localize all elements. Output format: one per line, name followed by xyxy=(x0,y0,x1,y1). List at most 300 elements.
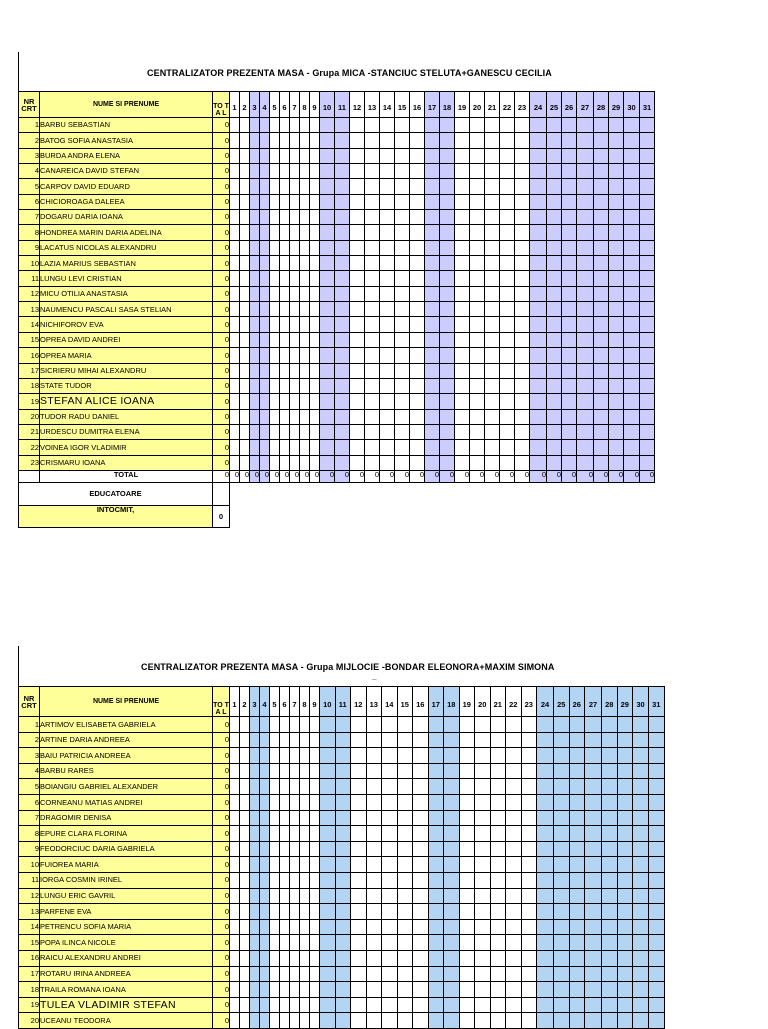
day-cell xyxy=(240,394,250,409)
day-cell xyxy=(382,950,398,966)
day-cell xyxy=(459,810,475,826)
day-total-value: 0 xyxy=(230,470,240,482)
day-cell xyxy=(270,210,280,225)
student-name: HONDREA MARIN DARIA ADELINA xyxy=(40,225,213,240)
student-total: 0 xyxy=(213,779,230,795)
day-cell xyxy=(240,794,250,810)
day-cell xyxy=(230,317,240,332)
day-total-value: 0 xyxy=(300,470,310,482)
day-cell xyxy=(365,363,380,378)
day-cell xyxy=(300,148,310,163)
day-cell xyxy=(395,148,410,163)
day-cell xyxy=(366,919,382,935)
day-cell xyxy=(290,966,300,982)
day-cell xyxy=(250,225,260,240)
day-cell xyxy=(320,225,335,240)
day-header-31: 31 xyxy=(649,687,665,717)
student-nr: 2 xyxy=(19,133,40,148)
day-cell xyxy=(554,888,570,904)
blank-cell xyxy=(290,505,300,527)
student-total: 0 xyxy=(213,225,230,240)
blank-cell xyxy=(410,505,425,527)
student-nr: 15 xyxy=(19,332,40,347)
student-name: LACATUS NICOLAS ALEXANDRU xyxy=(40,240,213,255)
day-cell xyxy=(413,904,429,920)
day-cell xyxy=(490,872,506,888)
day-cell xyxy=(425,424,440,439)
day-cell xyxy=(485,363,500,378)
day-cell xyxy=(490,763,506,779)
day-cell xyxy=(350,210,365,225)
day-cell xyxy=(475,997,491,1013)
day-cell xyxy=(335,455,350,470)
day-cell xyxy=(335,378,350,393)
blank-cell xyxy=(455,505,470,527)
day-cell xyxy=(633,872,649,888)
student-name: RAICU ALEXANDRU ANDREI xyxy=(40,950,213,966)
day-total-value: 0 xyxy=(320,470,335,482)
day-cell xyxy=(366,950,382,966)
day-cell xyxy=(530,455,547,470)
day-cell xyxy=(280,732,290,748)
day-total-value: 0 xyxy=(380,470,395,482)
day-header-15: 15 xyxy=(397,687,413,717)
day-cell xyxy=(350,148,365,163)
day-cell xyxy=(562,256,577,271)
day-cell xyxy=(547,317,562,332)
day-cell xyxy=(335,826,351,842)
blank-cell xyxy=(530,505,547,527)
day-cell xyxy=(569,794,585,810)
day-cell xyxy=(351,857,367,873)
day-cell xyxy=(300,982,310,998)
day-cell xyxy=(240,888,250,904)
day-cell xyxy=(624,164,640,179)
day-cell xyxy=(633,1013,649,1029)
student-name: STATE TUDOR xyxy=(40,378,213,393)
day-cell xyxy=(444,950,460,966)
day-cell xyxy=(577,286,594,301)
day-cell xyxy=(609,286,624,301)
student-nr: 9 xyxy=(19,240,40,255)
day-cell xyxy=(270,194,280,209)
day-cell xyxy=(300,935,310,951)
day-header-22: 22 xyxy=(500,92,515,118)
day-cell xyxy=(530,118,547,133)
day-cell xyxy=(577,348,594,363)
day-cell xyxy=(585,826,602,842)
blank-cell xyxy=(335,482,350,505)
day-cell xyxy=(594,332,609,347)
day-cell xyxy=(230,118,240,133)
day-cell xyxy=(335,194,350,209)
day-cell xyxy=(260,363,270,378)
day-cell xyxy=(260,424,270,439)
day-header-15: 15 xyxy=(395,92,410,118)
day-cell xyxy=(335,872,351,888)
day-cell xyxy=(290,1013,300,1029)
day-cell xyxy=(320,348,335,363)
day-cell xyxy=(649,732,665,748)
day-cell xyxy=(250,717,260,733)
day-cell xyxy=(569,841,585,857)
day-cell xyxy=(594,378,609,393)
day-cell xyxy=(250,394,260,409)
day-cell xyxy=(310,732,320,748)
day-cell xyxy=(300,732,310,748)
day-cell xyxy=(444,810,460,826)
day-cell xyxy=(240,997,250,1013)
day-cell xyxy=(335,888,351,904)
day-cell xyxy=(382,997,398,1013)
day-cell xyxy=(240,133,250,148)
blank-cell xyxy=(515,505,530,527)
day-cell xyxy=(320,982,336,998)
blank-cell xyxy=(500,505,515,527)
day-cell xyxy=(290,394,300,409)
day-cell xyxy=(537,841,554,857)
day-cell xyxy=(577,363,594,378)
day-cell xyxy=(260,256,270,271)
day-cell xyxy=(515,256,530,271)
day-total-value: 0 xyxy=(500,470,515,482)
day-cell xyxy=(624,302,640,317)
day-cell xyxy=(280,240,290,255)
day-cell xyxy=(624,271,640,286)
day-cell xyxy=(382,1013,398,1029)
day-cell xyxy=(444,935,460,951)
day-cell xyxy=(562,225,577,240)
day-cell xyxy=(594,164,609,179)
day-cell xyxy=(320,332,335,347)
day-cell xyxy=(485,348,500,363)
day-cell xyxy=(240,317,250,332)
day-cell xyxy=(310,935,320,951)
day-cell xyxy=(500,348,515,363)
day-cell xyxy=(470,148,485,163)
student-nr: 9 xyxy=(19,841,40,857)
student-row xyxy=(19,256,655,271)
day-header-12: 12 xyxy=(351,687,367,717)
day-cell xyxy=(270,286,280,301)
day-cell xyxy=(366,763,382,779)
day-cell xyxy=(602,857,618,873)
day-cell xyxy=(609,455,624,470)
day-cell xyxy=(547,148,562,163)
day-cell xyxy=(350,164,365,179)
day-cell xyxy=(335,179,350,194)
intocmit-value: 0 xyxy=(213,505,230,527)
day-cell xyxy=(455,409,470,424)
day-cell xyxy=(585,794,602,810)
day-cell xyxy=(270,394,280,409)
day-cell xyxy=(490,997,506,1013)
day-cell xyxy=(602,763,618,779)
day-cell xyxy=(310,317,320,332)
day-cell xyxy=(300,286,310,301)
blank-cell xyxy=(260,505,270,527)
day-cell xyxy=(490,1013,506,1029)
day-cell xyxy=(300,748,310,764)
blank-cell xyxy=(624,482,640,505)
day-cell xyxy=(537,950,554,966)
day-cell xyxy=(365,378,380,393)
day-cell xyxy=(320,950,336,966)
day-cell xyxy=(440,394,455,409)
day-cell xyxy=(250,763,260,779)
day-cell xyxy=(475,763,491,779)
day-cell xyxy=(290,717,300,733)
blank-cell xyxy=(365,482,380,505)
day-cell xyxy=(500,394,515,409)
day-cell xyxy=(410,118,425,133)
day-cell xyxy=(521,841,537,857)
day-cell xyxy=(280,982,290,998)
student-row xyxy=(19,271,655,286)
day-cell xyxy=(335,440,350,455)
day-cell xyxy=(382,717,398,733)
student-total: 0 xyxy=(213,194,230,209)
day-cell xyxy=(270,966,280,982)
day-cell xyxy=(413,935,429,951)
day-cell xyxy=(569,888,585,904)
day-cell xyxy=(230,826,240,842)
day-cell xyxy=(547,179,562,194)
day-cell xyxy=(397,857,413,873)
day-cell xyxy=(280,1013,290,1029)
total-label: TOTAL xyxy=(40,470,213,482)
student-total: 0 xyxy=(213,394,230,409)
day-cell xyxy=(428,717,444,733)
day-cell xyxy=(260,118,270,133)
day-cell xyxy=(250,794,260,810)
day-cell xyxy=(260,210,270,225)
day-cell xyxy=(425,440,440,455)
day-cell xyxy=(260,378,270,393)
day-cell xyxy=(395,118,410,133)
day-cell xyxy=(335,748,351,764)
day-cell xyxy=(594,118,609,133)
day-cell xyxy=(500,164,515,179)
day-cell xyxy=(547,409,562,424)
day-cell xyxy=(577,271,594,286)
day-cell xyxy=(428,1013,444,1029)
day-cell xyxy=(310,748,320,764)
student-row xyxy=(19,717,665,733)
blank-cell xyxy=(270,505,280,527)
day-cell xyxy=(380,424,395,439)
day-cell xyxy=(380,332,395,347)
day-cell xyxy=(624,240,640,255)
day-cell xyxy=(530,302,547,317)
day-cell xyxy=(425,240,440,255)
day-cell xyxy=(300,779,310,795)
day-cell xyxy=(310,164,320,179)
day-cell xyxy=(585,763,602,779)
day-cell xyxy=(624,424,640,439)
day-cell xyxy=(506,779,522,795)
day-cell xyxy=(320,256,335,271)
day-cell xyxy=(290,950,300,966)
day-cell xyxy=(230,794,240,810)
day-cell xyxy=(250,286,260,301)
day-cell xyxy=(250,256,260,271)
student-nr: 20 xyxy=(19,1013,40,1029)
student-name: NAUMENCU PASCALI SASA STELIAN xyxy=(40,302,213,317)
student-name: CANAREICA DAVID STEFAN xyxy=(40,164,213,179)
day-cell xyxy=(521,732,537,748)
day-cell xyxy=(500,240,515,255)
day-cell xyxy=(366,966,382,982)
day-cell xyxy=(320,164,335,179)
day-cell xyxy=(382,966,398,982)
day-cell xyxy=(270,118,280,133)
student-name: VOINEA IGOR VLADIMIR xyxy=(40,440,213,455)
day-cell xyxy=(490,857,506,873)
day-cell xyxy=(397,982,413,998)
day-cell xyxy=(395,240,410,255)
day-cell xyxy=(350,394,365,409)
total-row xyxy=(19,470,655,482)
day-cell xyxy=(425,455,440,470)
day-cell xyxy=(310,997,320,1013)
student-nr: 19 xyxy=(19,997,40,1013)
day-cell xyxy=(490,810,506,826)
day-cell xyxy=(320,826,336,842)
day-cell xyxy=(515,348,530,363)
day-cell xyxy=(554,982,570,998)
day-cell xyxy=(320,194,335,209)
day-header-18: 18 xyxy=(444,687,460,717)
student-nr: 15 xyxy=(19,935,40,951)
day-cell xyxy=(290,332,300,347)
student-total: 0 xyxy=(213,1013,230,1029)
day-cell xyxy=(365,440,380,455)
day-cell xyxy=(260,240,270,255)
day-cell xyxy=(230,394,240,409)
blank-cell xyxy=(609,505,624,527)
student-row xyxy=(19,919,665,935)
day-cell xyxy=(475,826,491,842)
day-cell xyxy=(577,409,594,424)
day-cell xyxy=(397,872,413,888)
day-cell xyxy=(382,732,398,748)
day-cell xyxy=(230,378,240,393)
day-cell xyxy=(351,904,367,920)
day-cell xyxy=(300,225,310,240)
blank-cell xyxy=(260,482,270,505)
day-header-11: 11 xyxy=(335,92,350,118)
day-header-21: 21 xyxy=(485,92,500,118)
header-row xyxy=(19,92,655,118)
day-cell xyxy=(366,779,382,795)
student-name: CORNEANU MATIAS ANDREI xyxy=(40,794,213,810)
day-cell xyxy=(562,348,577,363)
student-name: BAIU PATRICIA ANDREEA xyxy=(40,748,213,764)
day-cell xyxy=(290,302,300,317)
day-cell xyxy=(602,904,618,920)
student-total: 0 xyxy=(213,148,230,163)
day-cell xyxy=(459,919,475,935)
day-cell xyxy=(280,810,290,826)
day-cell xyxy=(577,179,594,194)
day-cell xyxy=(585,717,602,733)
day-cell xyxy=(475,950,491,966)
day-cell xyxy=(310,348,320,363)
day-cell xyxy=(547,118,562,133)
student-name: LAZIA MARIUS SEBASTIAN xyxy=(40,256,213,271)
day-cell xyxy=(320,810,336,826)
day-cell xyxy=(594,409,609,424)
day-header-26: 26 xyxy=(569,687,585,717)
day-cell xyxy=(485,332,500,347)
day-cell xyxy=(335,1013,351,1029)
day-cell xyxy=(230,148,240,163)
day-cell xyxy=(444,919,460,935)
day-cell xyxy=(455,363,470,378)
day-cell xyxy=(547,194,562,209)
day-cell xyxy=(470,348,485,363)
day-cell xyxy=(537,982,554,998)
day-cell xyxy=(290,826,300,842)
day-cell xyxy=(530,440,547,455)
day-header-16: 16 xyxy=(413,687,429,717)
day-cell xyxy=(320,240,335,255)
day-cell xyxy=(554,810,570,826)
day-cell xyxy=(320,133,335,148)
day-cell xyxy=(633,841,649,857)
day-cell xyxy=(537,997,554,1013)
student-row xyxy=(19,732,665,748)
day-cell xyxy=(335,810,351,826)
day-cell xyxy=(310,841,320,857)
student-total: 0 xyxy=(213,133,230,148)
day-cell xyxy=(594,348,609,363)
day-cell xyxy=(490,732,506,748)
day-cell xyxy=(537,904,554,920)
day-cell xyxy=(617,997,633,1013)
day-header-3: 3 xyxy=(250,92,260,118)
day-cell xyxy=(350,225,365,240)
student-name: LUNGU LEVI CRISTIAN xyxy=(40,271,213,286)
day-cell xyxy=(310,271,320,286)
day-cell xyxy=(310,394,320,409)
day-cell xyxy=(562,363,577,378)
day-header-26: 26 xyxy=(562,92,577,118)
day-cell xyxy=(569,966,585,982)
student-name: LUNGU ERIC GAVRIL xyxy=(40,888,213,904)
day-cell xyxy=(280,872,290,888)
day-cell xyxy=(290,455,300,470)
student-total: 0 xyxy=(213,966,230,982)
educatoare-row xyxy=(19,482,655,505)
day-cell xyxy=(290,872,300,888)
day-cell xyxy=(428,841,444,857)
day-cell xyxy=(440,240,455,255)
day-cell xyxy=(475,982,491,998)
day-cell xyxy=(320,286,335,301)
day-cell xyxy=(609,225,624,240)
day-cell xyxy=(617,857,633,873)
day-cell xyxy=(554,997,570,1013)
day-cell xyxy=(250,935,260,951)
day-cell xyxy=(506,794,522,810)
day-cell xyxy=(335,240,350,255)
blank-cell xyxy=(250,482,260,505)
day-cell xyxy=(609,133,624,148)
day-cell xyxy=(633,717,649,733)
blank-cell xyxy=(577,505,594,527)
